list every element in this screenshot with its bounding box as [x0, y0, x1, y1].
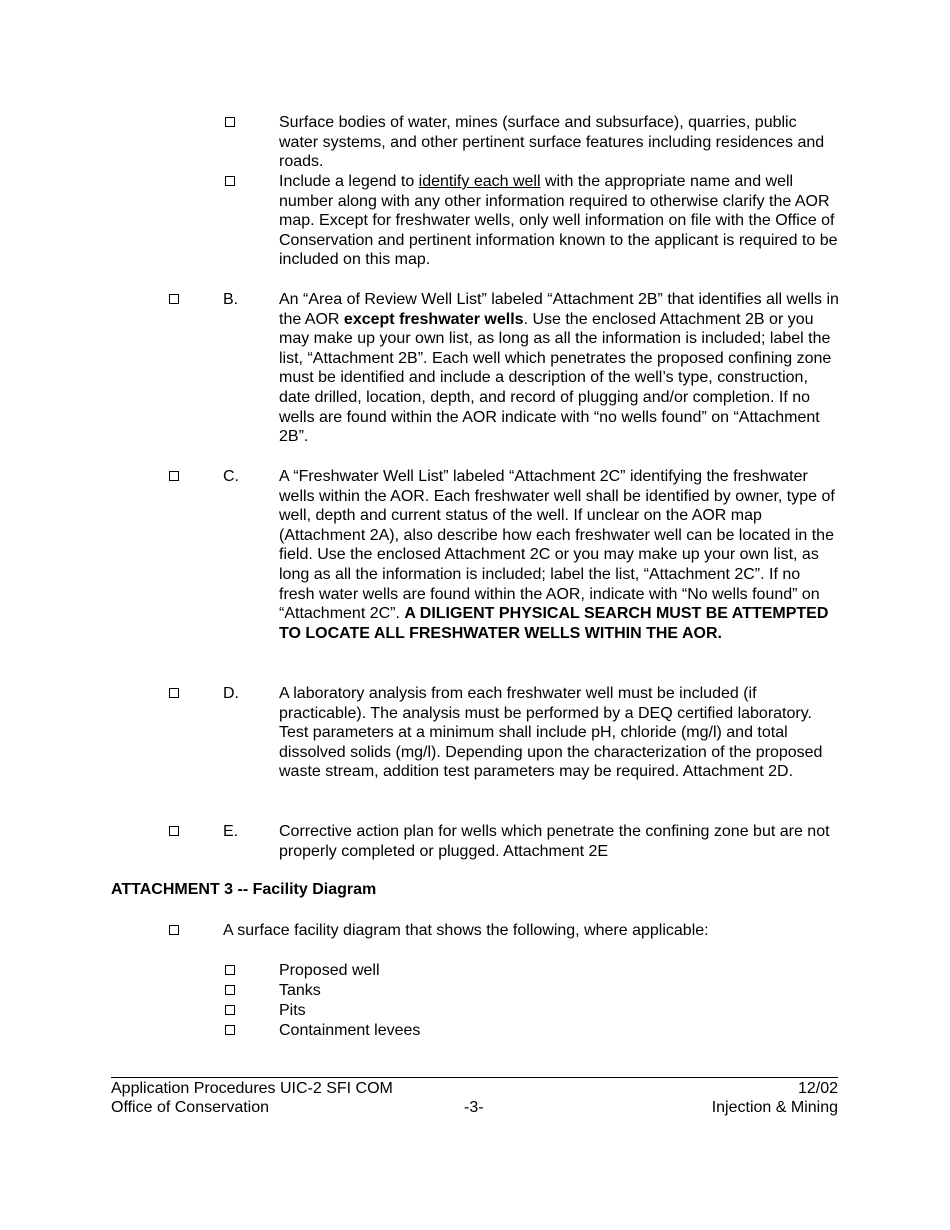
- identify-each-well-underline: identify each well: [418, 173, 541, 190]
- attachment-3-heading: ATTACHMENT 3 -- Facility Diagram: [111, 881, 377, 898]
- footer-date: 12/02: [797, 1080, 838, 1097]
- item-d-text: A laboratory analysis from each freshwater well must be included (if practicable). The analysis must be performed by a DEQ certified laboratory. Test parameters at a minimum shall include pH, chloride (mg/l) and total dissolved solids (mg/l). Depending upon the characterization of the proposed waste stream, addition test parameters may be required. Attachment 2D.: [279, 685, 823, 781]
- list-item-pits: Pits: [279, 1002, 306, 1019]
- page-number: -3-: [464, 1099, 484, 1116]
- checkbox-tanks[interactable]: [225, 985, 235, 995]
- facility-diagram-intro: A surface facility diagram that shows the following, where applicable:: [223, 922, 709, 939]
- list-item-tanks: Tanks: [279, 982, 321, 999]
- checkbox-pits[interactable]: [225, 1005, 235, 1015]
- checkbox-surface-features[interactable]: [225, 117, 235, 127]
- item-b-bold: except freshwater wells: [343, 310, 524, 328]
- item-d-letter: D.: [223, 685, 239, 702]
- item-e-text: Corrective action plan for wells which penetrate the confining zone but are not properly completed or plugged. Attachment 2E: [279, 823, 830, 860]
- item-b-letter: B.: [223, 291, 239, 308]
- checkbox-item-c[interactable]: [169, 471, 179, 481]
- item-e-letter: E.: [223, 823, 239, 840]
- footer-office: Office of Conservation: [111, 1099, 270, 1116]
- sub-item-legend: Include a legend to identify each well with the appropriate name and well number along with any other information required to otherwise clarify the AOR map. Except for freshwater wells, only well information on file with the Office of Conservation and pertinent information known to the applicant is required to be included on this map.: [279, 173, 838, 269]
- checkbox-item-e[interactable]: [169, 826, 179, 836]
- item-c-bold: A DILIGENT PHYSICAL SEARCH MUST BE ATTEMPTED TO LOCATE ALL FRESHWATER WELLS WITHIN THE AOR.: [279, 605, 829, 642]
- footer-division: Injection & Mining: [711, 1099, 838, 1116]
- footer-title: Application Procedures UIC-2 SFI COM: [111, 1080, 393, 1097]
- sub-item-surface-features: Surface bodies of water, mines (surface and subsurface), quarries, public water systems, and other pertinent surface features including residences and roads.: [279, 114, 825, 171]
- checkbox-containment-levees[interactable]: [225, 1025, 235, 1035]
- item-c-text: A “Freshwater Well List” labeled “Attachment 2C” identifying the freshwater wells within the AOR. Each freshwater well shall be identified by owner, type of well, depth and current status of the well. If unclear on the AOR map (Attachment 2A), also describe how each freshwater well can be located in the field. Use the enclosed Attachment 2C or you may make up your own list, as long as all the information is included; label the list, “Attachment 2C”. If no fresh water wells are found within the AOR, indicate with “No wells found” on “Attachment 2C”. A DILIGENT PHYSICAL SEARCH MUST BE ATTEMPTED TO LOCATE ALL FRESHWATER WELLS WITHIN THE AOR.: [279, 468, 835, 642]
- list-item-containment-levees: Containment levees: [279, 1022, 421, 1039]
- checkbox-item-b[interactable]: [169, 294, 179, 304]
- checkbox-proposed-well[interactable]: [225, 965, 235, 975]
- footer-rule: [111, 1077, 838, 1078]
- checkbox-legend[interactable]: [225, 176, 235, 186]
- item-c-letter: C.: [223, 468, 239, 485]
- list-item-proposed-well: Proposed well: [279, 962, 380, 979]
- item-b-text: An “Area of Review Well List” labeled “Attachment 2B” that identifies all wells in the AOR except freshwater wells. Use the enclosed Attachment 2B or you may make up your own list, as long as all the information is included; label the list, “Attachment 2B”. Each well which penetrates the proposed confining zone must be identified and include a description of the well’s type, construction, date drilled, location, depth, and record of plugging and/or completion. If no wells are found within the AOR indicate with “no wells found” on “Attachment 2B”.: [279, 291, 839, 446]
- checkbox-item-d[interactable]: [169, 688, 179, 698]
- checkbox-facility-diagram[interactable]: [169, 925, 179, 935]
